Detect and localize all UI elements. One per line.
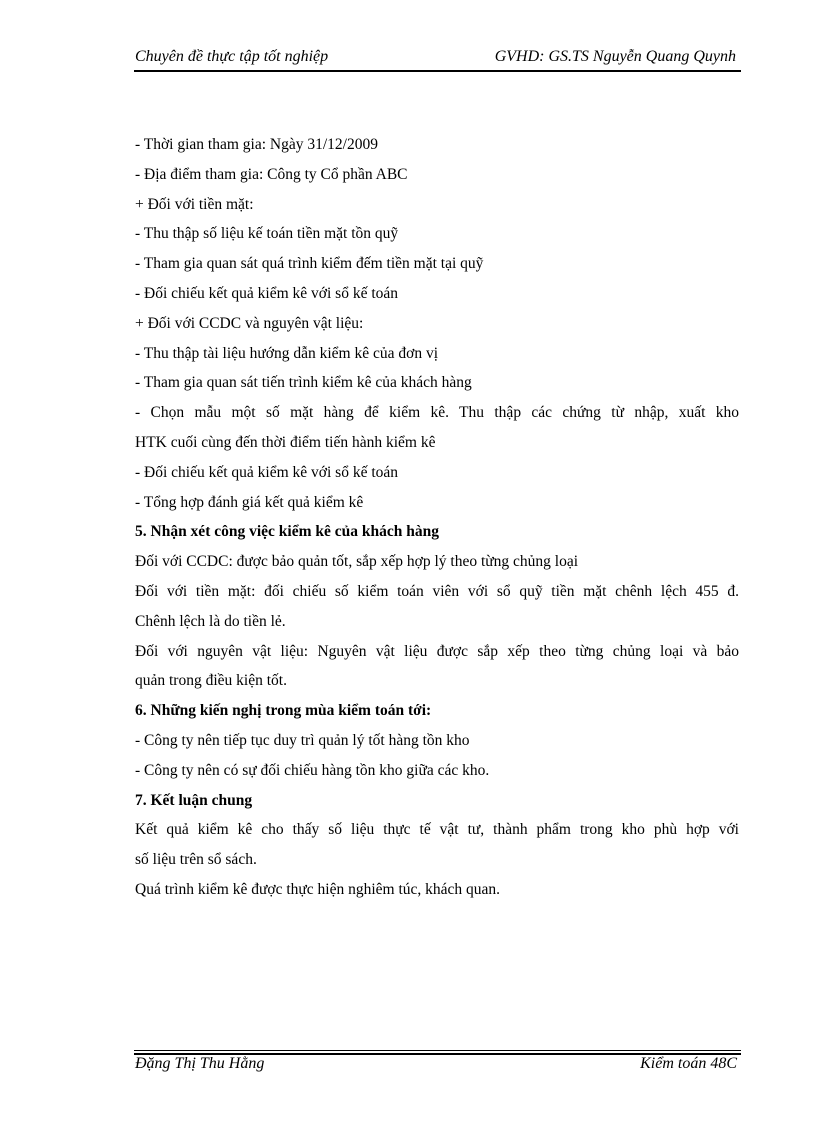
- body-line: - Đối chiếu kết quả kiểm kê với sổ kế toán: [135, 463, 399, 481]
- body-line: + Đối với CCDC và nguyên vật liệu:: [135, 314, 364, 332]
- section-heading-6: 6. Những kiến nghị trong mùa kiểm toán tới:: [135, 702, 432, 720]
- body-line: Đối với tiền mặt: đối chiếu số kiểm toán viên với sổ quỹ tiền mặt chênh lệch 455 đ.: [135, 582, 739, 600]
- body-line: - Chọn mẫu một số mặt hàng để kiểm kê. Thu thập các chứng từ nhập, xuất kho: [135, 404, 739, 422]
- body-line: - Tổng hợp đánh giá kết quả kiểm kê: [135, 493, 364, 511]
- header-rule: [134, 70, 741, 72]
- body-line: Đối với nguyên vật liệu: Nguyên vật liệu được sắp xếp theo từng chủng loại và bảo: [135, 642, 739, 660]
- section-heading-7: 7. Kết luận chung: [135, 791, 253, 809]
- body-line: quản trong điều kiện tốt.: [135, 672, 287, 690]
- page-header: [135, 48, 740, 70]
- body-line: - Tham gia quan sát tiến trình kiểm kê của khách hàng: [135, 374, 472, 392]
- body-line: - Thời gian tham gia: Ngày 31/12/2009: [135, 136, 378, 153]
- body-line: - Tham gia quan sát quá trình kiểm đếm tiền mặt tại quỹ: [135, 255, 484, 273]
- body-line: Đối với CCDC: được bảo quản tốt, sắp xếp hợp lý theo từng chủng loại: [135, 553, 579, 571]
- header-supervisor: GVHD: GS.TS Nguyễn Quang Quynh: [494, 48, 736, 65]
- body-line: Chênh lệch là do tiền lẻ.: [135, 612, 286, 630]
- body-line: - Thu thập số liệu kế toán tiền mặt tồn quỹ: [135, 225, 399, 243]
- body-line: - Đối chiếu kết quả kiểm kê với sổ kế toán: [135, 284, 399, 302]
- footer-rule: [134, 1050, 741, 1051]
- document-body: [135, 130, 739, 905]
- footer-class: Kiểm toán 48C: [640, 1055, 737, 1072]
- page-footer: [135, 1055, 739, 1077]
- body-line: - Công ty nên tiếp tục duy trì quản lý tốt hàng tồn kho: [135, 731, 470, 749]
- body-line: - Địa điểm tham gia: Công ty Cổ phần ABC: [135, 165, 408, 183]
- body-line: + Đối với tiền mặt:: [135, 195, 254, 213]
- header-title: Chuyên đề thực tập tốt nghiệp: [135, 48, 329, 65]
- body-line: - Thu thập tài liệu hướng dẫn kiểm kê của đơn vị: [135, 344, 439, 362]
- body-line: HTK cuối cùng đến thời điểm tiến hành kiểm kê: [135, 433, 436, 451]
- body-line: - Công ty nên có sự đối chiếu hàng tồn kho giữa các kho.: [135, 761, 490, 779]
- body-line: Kết quả kiểm kê cho thấy số liệu thực tế vật tư, thành phẩm trong kho phù hợp với: [135, 821, 739, 839]
- body-line: số liệu trên sổ sách.: [135, 851, 257, 869]
- body-line: Quá trình kiểm kê được thực hiện nghiêm túc, khách quan.: [135, 880, 501, 898]
- footer-author: Đặng Thị Thu Hằng: [135, 1055, 265, 1072]
- section-heading-5: 5. Nhận xét công việc kiểm kê của khách hàng: [135, 523, 439, 541]
